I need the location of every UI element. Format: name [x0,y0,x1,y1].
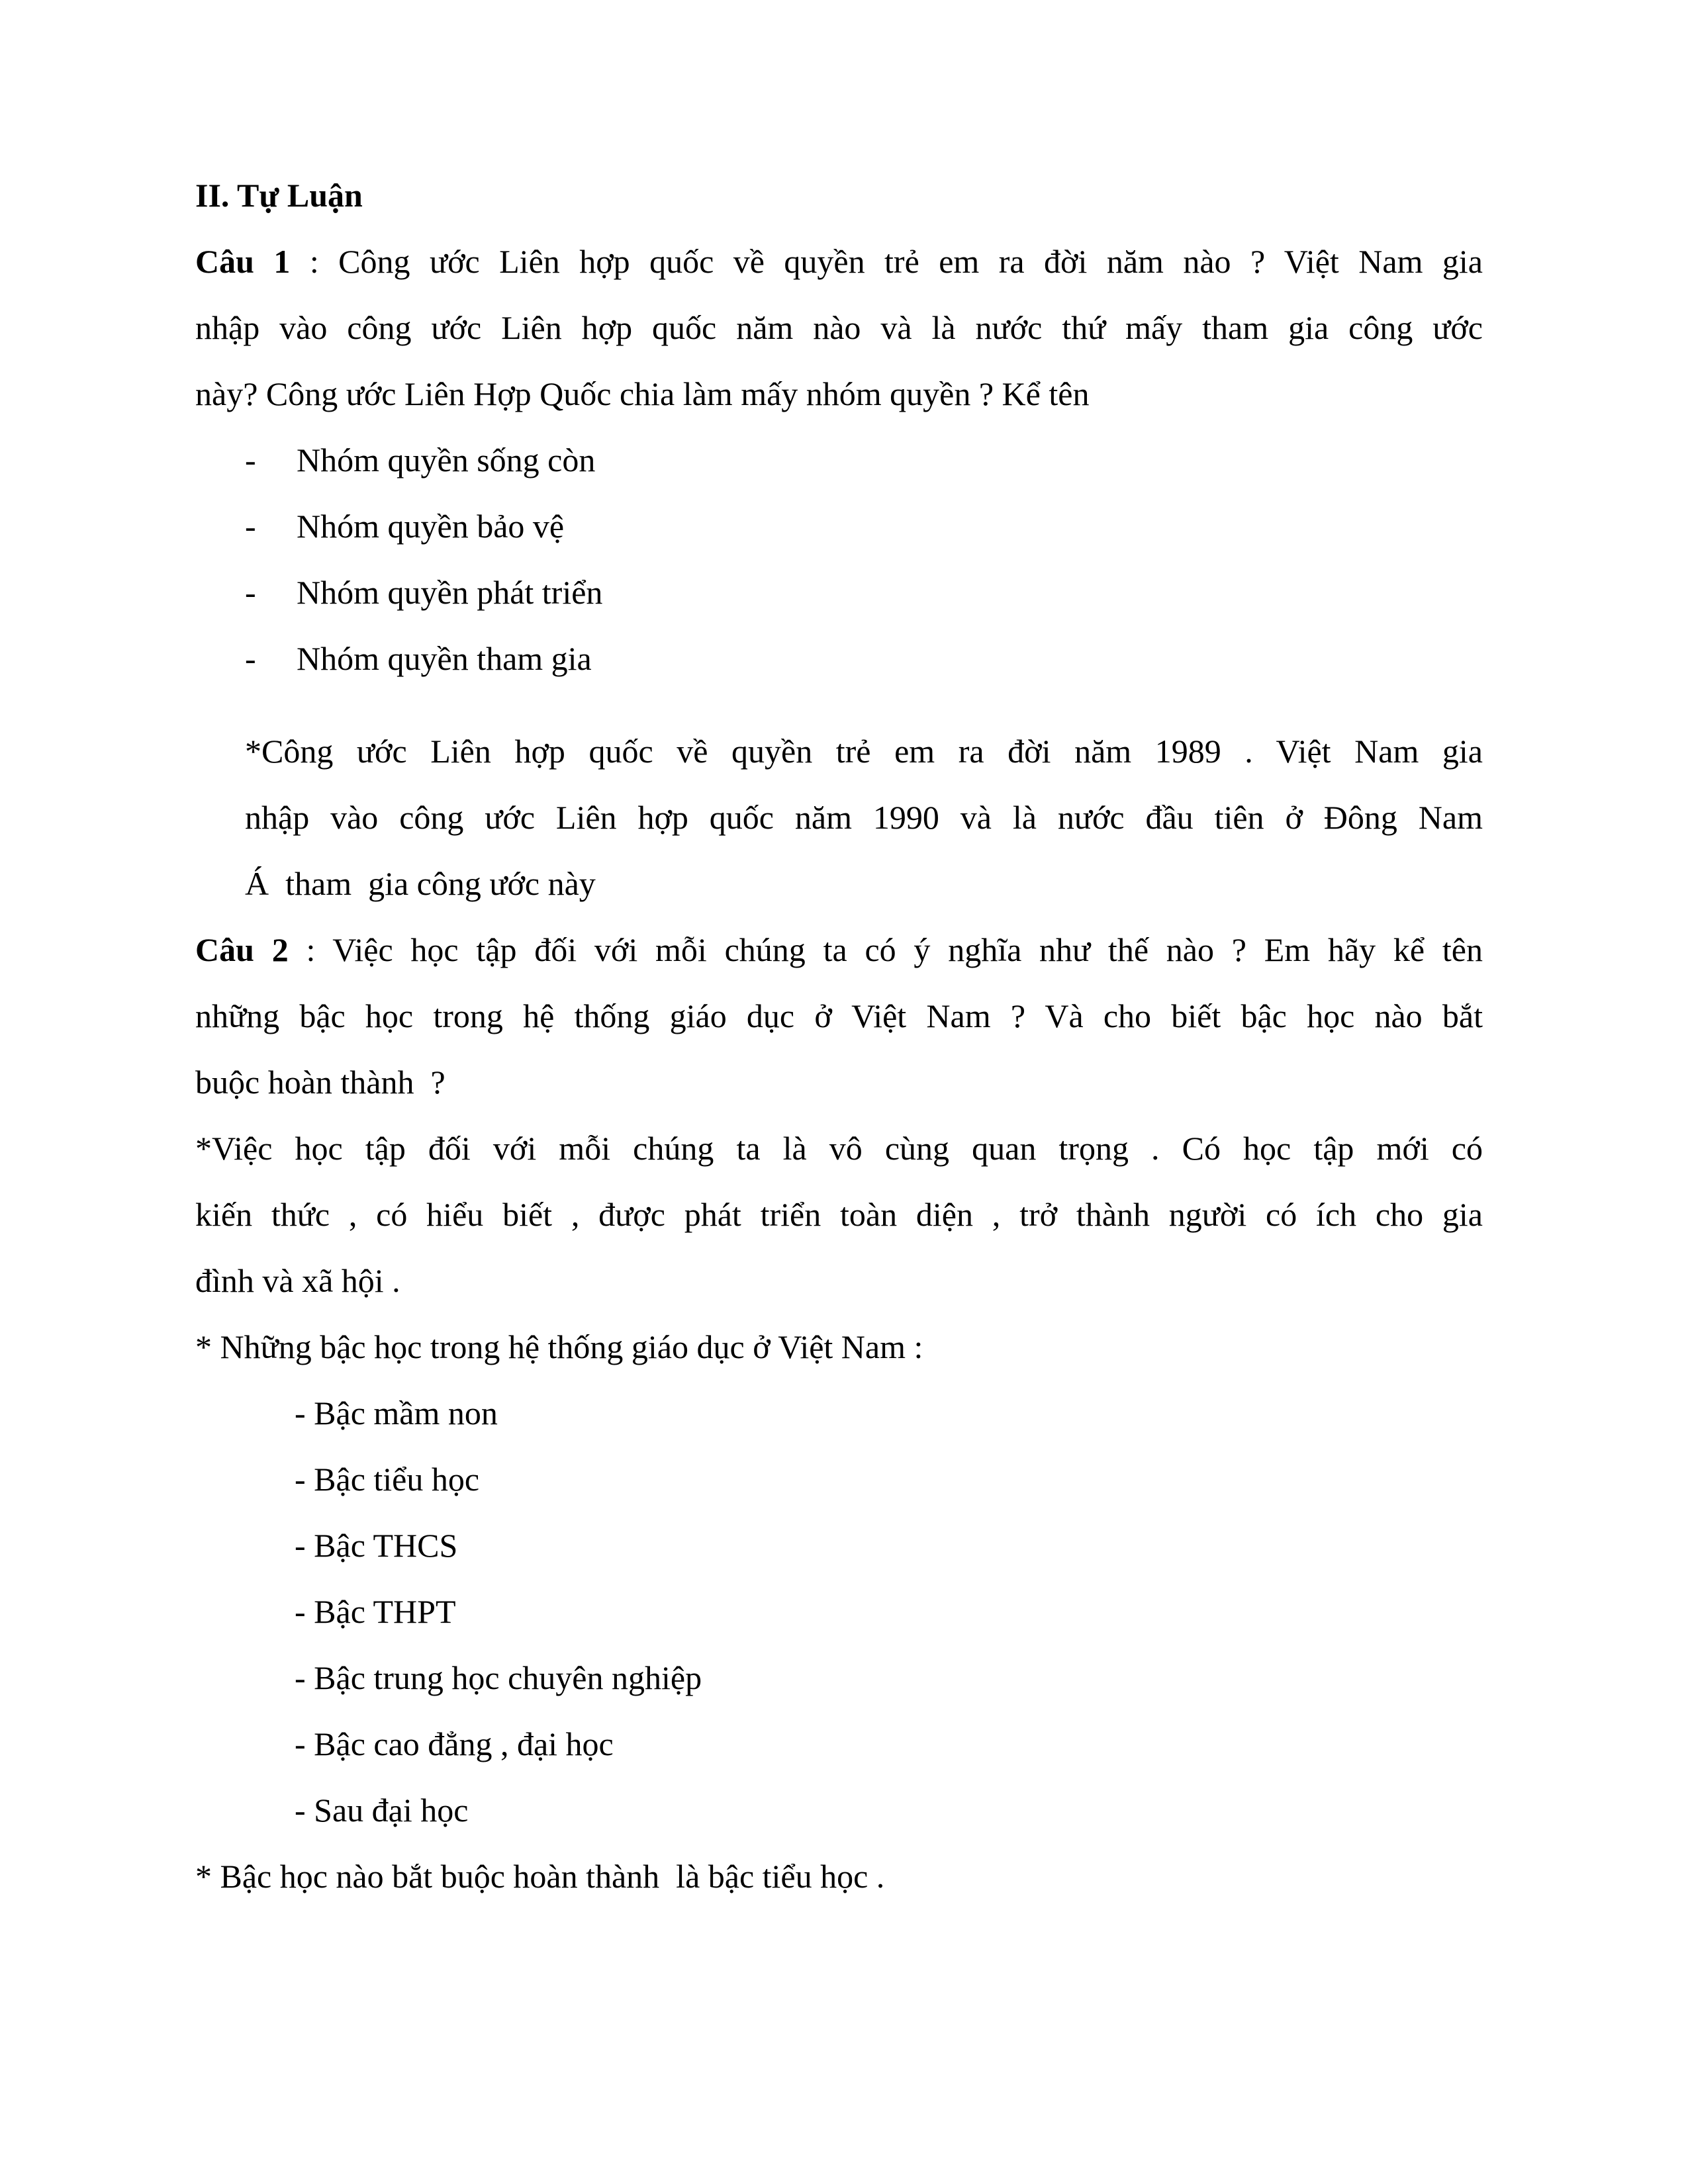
q1-text-line-2: nhập vào công ước Liên hợp quốc năm nào và là nước thứ mấy tham gia công ước [195,309,1483,346]
list-bullet: - [245,574,256,611]
q2-text-line-2: những bậc học trong hệ thống giáo dục ở Việt Nam ? Và cho biết bậc học nào bắt [195,997,1483,1034]
q2-conclusion: * Bậc học nào bắt buộc hoàn thành là bậc tiểu học . [195,1858,885,1895]
rights-group-item: Nhóm quyền sống còn [297,441,596,478]
q1-text-line-1: Câu 1 : Công ước Liên hợp quốc về quyền trẻ em ra đời năm nào ? Việt Nam gia [195,243,1483,280]
rights-group-item: Nhóm quyền tham gia [297,640,592,677]
q1-answer-line-3: Á tham gia công ước này [245,865,596,902]
education-level-item: - Bậc cao đẳng , đại học [295,1725,614,1762]
education-level-item: - Sau đại học [295,1792,469,1829]
q1-answer-line-1: *Công ước Liên hợp quốc về quyền trẻ em ra đời năm 1989 . Việt Nam gia [245,733,1483,770]
levels-heading: * Những bậc học trong hệ thống giáo dục ở Việt Nam : [195,1328,923,1365]
q2-answer-line-2: kiến thức , có hiểu biết , được phát triển toàn diện , trở thành người có ích cho gia [195,1196,1483,1233]
list-bullet: - [245,508,256,545]
q2-answer-line-1: *Việc học tập đối với mỗi chúng ta là vô cùng quan trọng . Có học tập mới có [195,1130,1483,1167]
education-level-item: - Bậc mầm non [295,1394,498,1432]
section-title: II. Tự Luận [195,177,363,214]
q1-answer-line-2: nhập vào công ước Liên hợp quốc năm 1990 và là nước đầu tiên ở Đông Nam [245,799,1483,836]
education-level-item: - Bậc THPT [295,1593,456,1630]
education-level-item: - Bậc trung học chuyên nghiệp [295,1659,702,1696]
q1-label: Câu 1 [195,243,291,280]
list-bullet: - [245,640,256,677]
q2-text-line-1: Câu 2 : Việc học tập đối với mỗi chúng ta có ý nghĩa như thế nào ? Em hãy kể tên [195,931,1483,968]
q1-text-line-3: này? Công ước Liên Hợp Quốc chia làm mấy nhóm quyền ? Kể tên [195,375,1090,412]
rights-group-item: Nhóm quyền phát triển [297,574,603,611]
rights-group-item: Nhóm quyền bảo vệ [297,508,565,545]
q2-answer-line-3: đình và xã hội . [195,1262,400,1299]
q2-label: Câu 2 [195,931,289,968]
education-level-item: - Bậc tiểu học [295,1461,480,1498]
list-bullet: - [245,441,256,478]
education-level-item: - Bậc THCS [295,1527,458,1564]
q2-text-line-3: buộc hoàn thành ? [195,1064,445,1101]
